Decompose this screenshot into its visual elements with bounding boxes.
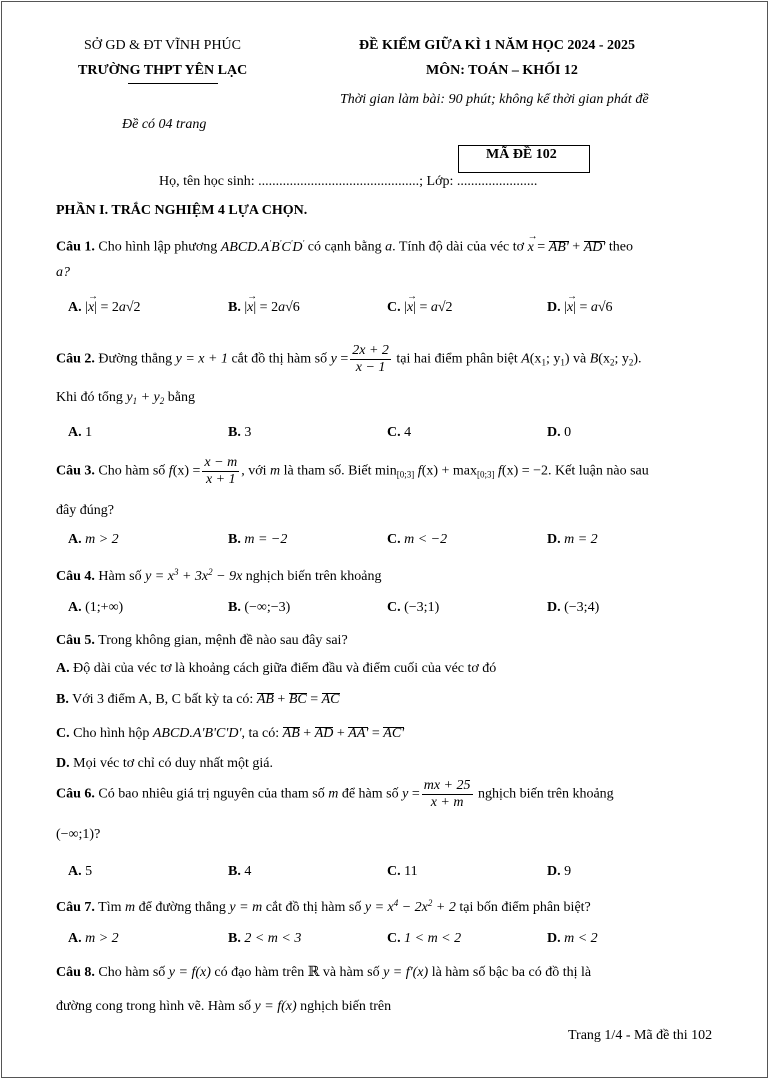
option-a[interactable]: [68, 931, 119, 947]
question-text: Tìm: [94, 900, 125, 915]
question-3-cont: đây đúng?: [56, 503, 114, 518]
subject-title: MÔN: TOÁN – KHỐI 12: [426, 63, 578, 78]
question-label: Câu 7.: [56, 900, 95, 915]
question-text: Có bao nhiêu giá trị nguyên của tham số: [94, 786, 329, 802]
question-text: đường cong trong hình vẽ. Hàm số: [56, 999, 255, 1014]
option-label: A.: [68, 931, 82, 946]
question-text: có đạo hàm trên ℝ và hàm số: [210, 965, 384, 980]
question-8-cont: đường cong trong hình vẽ. Hàm số y = f(x) nghịch biến trên: [56, 999, 392, 1014]
question-text: để đường thẳng: [135, 900, 230, 915]
option-text: (−∞;−3): [240, 600, 291, 615]
school-underline: [128, 83, 218, 84]
question-6: Câu 6. Có bao nhiêu giá trị nguyên của tham số m để hàm số y = $\frac{mx + 25}{x + m}$ nghịch biến trên khoảng: [56, 778, 614, 810]
option-text: 4: [240, 864, 252, 879]
exam-code: MÃ ĐỀ 102: [486, 147, 557, 162]
question-text: Đường thẳng: [94, 351, 176, 367]
option-text: m < 2: [560, 931, 598, 946]
option-text: 9: [560, 864, 572, 879]
option-label: D.: [547, 300, 561, 315]
pages-note: Đề có 04 trang: [122, 117, 207, 132]
question-text: Khi đó tổng: [56, 390, 127, 405]
option-label: D.: [547, 931, 561, 946]
question-text: Cho hàm số: [94, 463, 169, 479]
option-label: D.: [547, 600, 561, 615]
school-name: TRƯỜNG THPT YÊN LẠC: [78, 63, 248, 78]
option-label: B.: [228, 600, 241, 615]
option-label: C.: [387, 425, 401, 440]
option-text: Với 3 điểm A, B, C bất kỳ ta có:: [68, 692, 257, 707]
question-3: Câu 3. Cho hàm số f(x) = $\frac{x - m}{x + 1}$ , với m là tham số. Biết $\min_{[0;3]} f(x) + \max_{[0;3]} f(x) = -2$. Kết luận nào sau: [56, 455, 649, 487]
option-d[interactable]: [547, 600, 599, 616]
option-d[interactable]: [56, 756, 273, 772]
question-text: tại hai điểm phân biệt: [392, 351, 522, 367]
option-a[interactable]: [68, 425, 92, 441]
question-2-cont: Khi đó tổng $y_1 + y_2$ bằng: [56, 390, 195, 406]
option-text: (1;+∞): [81, 600, 124, 615]
student-info-line: Họ, tên học sinh: ..............................................; Lớp: .......................: [159, 174, 538, 189]
question-text: . Tính độ dài của véc tơ: [392, 239, 528, 255]
question-text: Hàm số: [94, 569, 146, 584]
option-b[interactable]: [228, 931, 301, 947]
option-label: B.: [228, 532, 241, 547]
option-label: D.: [547, 864, 561, 879]
option-label: B.: [228, 931, 241, 946]
option-a[interactable]: [68, 864, 92, 880]
question-label: Câu 4.: [56, 569, 95, 584]
question-7: Câu 7. Tìm m để đường thẳng y = m cắt đồ thị hàm số $y = x^4 - 2x^2 + 2$ tại bốn điểm phân biệt?: [56, 898, 591, 915]
question-text: cắt đồ thị hàm số: [227, 351, 331, 367]
option-d[interactable]: [547, 532, 598, 548]
option-text: (−3;4): [560, 600, 600, 615]
option-d[interactable]: D. |x →| = a√6: [547, 300, 613, 316]
option-c[interactable]: [387, 864, 418, 880]
option-label: B.: [56, 692, 69, 707]
option-d[interactable]: [547, 864, 571, 880]
question-label: Câu 6.: [56, 786, 95, 802]
option-label: B.: [228, 864, 241, 879]
question-6-cont: (−∞;1)?: [56, 827, 101, 842]
question-label: Câu 1.: [56, 239, 95, 255]
option-b[interactable]: [228, 600, 290, 616]
option-text: (−3;1): [400, 600, 440, 615]
option-label: C.: [387, 300, 401, 315]
option-text: 1 < m < 2: [400, 931, 462, 946]
question-2: Câu 2. Đường thẳng y = x + 1 cắt đồ thị hàm số y = $\frac{2x + 2}{x - 1}$ tại hai điểm phân biệt $A(x_1$; $y_1$) và $B(x_2$; $y_2$).: [56, 343, 642, 375]
option-c[interactable]: [387, 532, 447, 548]
option-label: D.: [547, 532, 561, 547]
option-b[interactable]: B. |x →| = 2a√6: [228, 300, 300, 316]
option-label: A.: [68, 600, 82, 615]
question-text: nghịch biến trên khoảng: [474, 786, 614, 802]
math-cube: ABCD.A'B'C'D': [220, 238, 305, 255]
question-text: Cho hình lập phương: [94, 239, 221, 255]
option-a[interactable]: [56, 661, 496, 677]
option-text: 2 < m < 3: [240, 931, 302, 946]
option-text: 5: [81, 864, 93, 879]
option-label: A.: [68, 300, 82, 315]
option-text: m > 2: [81, 532, 119, 547]
question-text: nghịch biến trên: [296, 999, 392, 1014]
question-text: có cạnh bằng: [304, 239, 386, 255]
option-label: A.: [68, 864, 82, 879]
option-label: A.: [68, 532, 82, 547]
question-text: cắt đồ thị hàm số: [262, 900, 365, 915]
option-label: C.: [56, 726, 70, 741]
option-a[interactable]: A. |x →| = 2a√2: [68, 300, 141, 316]
exam-title: ĐỀ KIỂM GIỮA KÌ 1 NĂM HỌC 2024 - 2025: [359, 38, 635, 53]
question-text: và: [569, 351, 590, 367]
option-label: B.: [228, 300, 241, 315]
page-footer: Trang 1/4 - Mã đề thi 102: [568, 1028, 713, 1043]
question-text: bằng: [164, 390, 195, 405]
question-8: Câu 8. Cho hàm số y = f(x) có đạo hàm trên ℝ và hàm số y = f'(x) là hàm số bậc ba có đồ thị là: [56, 965, 592, 980]
option-text: 11: [400, 864, 418, 879]
option-b[interactable]: [228, 425, 251, 441]
option-b[interactable]: [228, 532, 287, 548]
section-title: PHẦN I. TRẮC NGHIỆM 4 LỰA CHỌN.: [56, 203, 308, 218]
option-text: m < −2: [400, 532, 448, 547]
option-c[interactable]: [387, 425, 411, 441]
question-label: Câu 2.: [56, 351, 95, 367]
option-label: A.: [56, 661, 70, 676]
question-1-cont: a?: [56, 265, 70, 280]
option-text: m = 2: [560, 532, 598, 547]
option-c[interactable]: [387, 600, 439, 616]
option-label: D.: [56, 756, 70, 771]
fraction: $\frac{x - m}{x + 1}$: [204, 455, 238, 487]
option-c[interactable]: [387, 931, 461, 947]
fraction: $\frac{mx + 25}{x + m}$: [423, 778, 471, 810]
option-label: A.: [68, 425, 82, 440]
option-b[interactable]: [228, 864, 251, 880]
option-label: B.: [228, 425, 241, 440]
option-text: m > 2: [81, 931, 119, 946]
question-text: . Kết luận nào sau: [548, 463, 649, 479]
option-text: m = −2: [240, 532, 288, 547]
option-c[interactable]: C. |x →| = a√2: [387, 300, 453, 316]
question-4: Câu 4. Hàm số $y = x^3 + 3x^2 - 9x$ nghịch biến trên khoảng: [56, 567, 382, 584]
time-note: Thời gian làm bài: 90 phút; không kể thời gian phát đề: [340, 92, 649, 107]
option-label: C.: [387, 532, 401, 547]
option-d[interactable]: [547, 931, 598, 947]
question-text: là tham số. Biết: [280, 463, 376, 479]
option-text: Độ dài của véc tơ là khoảng cách giữa điểm đầu và điểm cuối của véc tơ đó: [69, 661, 497, 676]
option-d[interactable]: [547, 425, 571, 441]
question-text: Trong không gian, mệnh đề nào sau đây sai?: [94, 633, 348, 648]
option-text: Mọi véc tơ chỉ có duy nhất một giá.: [69, 756, 273, 771]
question-label: Câu 8.: [56, 965, 95, 980]
question-text: là hàm số bậc ba có đồ thị là: [428, 965, 592, 980]
option-label: C.: [387, 864, 401, 879]
option-text: 1: [81, 425, 93, 440]
question-text: theo: [605, 239, 633, 255]
department-name: SỞ GD & ĐT VĨNH PHÚC: [84, 38, 242, 53]
option-label: D.: [547, 425, 561, 440]
option-a[interactable]: [68, 532, 119, 548]
option-b[interactable]: B. Với 3 điểm A, B, C bất kỳ ta có: AB + BC = AC: [56, 692, 340, 707]
option-c[interactable]: C. Cho hình hộp ABCD.A'B'C'D', ta có: AB + AD + AA' = AC': [56, 726, 405, 741]
option-text: 3: [240, 425, 252, 440]
option-text: 4: [400, 425, 412, 440]
question-label: Câu 5.: [56, 633, 95, 648]
question-1: Câu 1. Cho hình lập phương ABCD.A'B'C'D' có cạnh bằng a. Tính độ dài của véc tơ x → = AB' + AD' theo: [56, 238, 633, 256]
question-text: Cho hàm số: [94, 965, 169, 980]
option-text: 0: [560, 425, 572, 440]
option-text: Cho hình hộp: [69, 726, 153, 741]
question-text: , với: [241, 463, 270, 479]
question-label: Câu 3.: [56, 463, 95, 479]
question-text: tại bốn điểm phân biệt?: [455, 900, 591, 915]
fraction: $\frac{2x + 2}{x - 1}$: [352, 343, 389, 375]
option-label: C.: [387, 600, 401, 615]
option-text: , ta có:: [241, 726, 283, 741]
question-text: để hàm số: [338, 786, 403, 802]
option-label: C.: [387, 931, 401, 946]
question-5: [56, 633, 348, 649]
question-text: nghịch biến trên khoảng: [242, 569, 382, 584]
math-vector-x: x →: [528, 240, 534, 256]
option-a[interactable]: [68, 600, 123, 616]
